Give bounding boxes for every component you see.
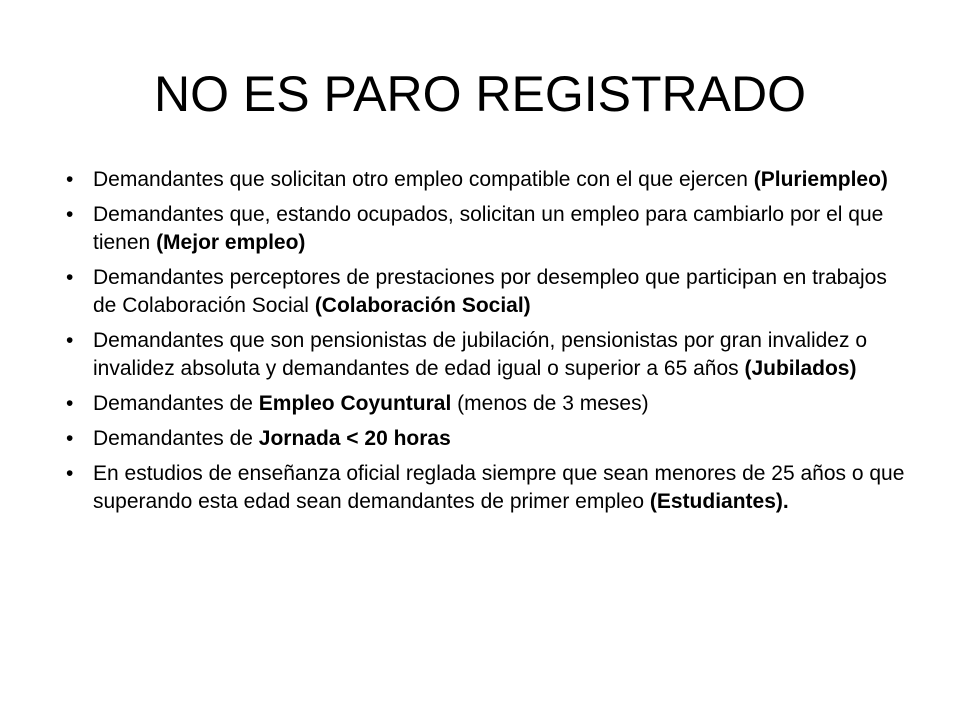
bullet-dot-icon: • [66, 462, 74, 485]
bullet-dot-icon: • [66, 168, 74, 191]
bullet-text-part-bold: (Estudiantes). [649, 490, 789, 513]
bullet-text [93, 264, 916, 320]
bullet-text-part-bold: (Jubilados) [744, 357, 857, 380]
bullet-dot-icon: • [66, 392, 74, 415]
bullet-text [93, 327, 916, 383]
bullet-text-part-bold: Empleo Coyuntural [258, 392, 452, 415]
bullet-text [93, 201, 916, 257]
bullet-text-part-bold: (Mejor empleo) [156, 231, 306, 254]
bullet-text [93, 390, 916, 418]
bullet-item [66, 425, 916, 453]
bullet-text-part: Demandantes de [93, 392, 259, 415]
bullet-text-part: Demandantes de [93, 427, 259, 450]
bullet-dot-icon: • [66, 329, 74, 352]
bullet-text-part-bold: (Pluriempleo) [753, 168, 888, 191]
bullet-text-part: Demandantes perceptores de prestaciones por desempleo que participan en trabajos de Colaboración Social [93, 266, 887, 317]
bullet-item [66, 166, 916, 194]
bullet-text-part: (menos de 3 meses) [451, 392, 649, 415]
bullet-item [66, 460, 916, 516]
bullet-item [66, 327, 916, 383]
bullet-list [66, 166, 916, 523]
bullet-item [66, 264, 916, 320]
bullet-text-part: Demandantes que, estando ocupados, solicitan un empleo para cambiarlo por el que tienen [93, 203, 884, 254]
bullet-item [66, 201, 916, 257]
bullet-text-part-bold: Jornada < 20 horas [258, 427, 451, 450]
bullet-text [93, 460, 916, 516]
slide-title: NO ES PARO REGISTRADO [154, 66, 806, 122]
bullet-dot-icon: • [66, 427, 74, 450]
bullet-text-part: Demandantes que son pensionistas de jubilación, pensionistas por gran invalidez o invalidez absoluta y demandantes de edad igual o superior a 65 años [93, 329, 867, 380]
bullet-dot-icon: • [66, 266, 74, 289]
bullet-text-part-bold: (Colaboración Social) [314, 294, 531, 317]
bullet-dot-icon: • [66, 203, 74, 226]
bullet-text-part: Demandantes que solicitan otro empleo compatible con el que ejercen [93, 168, 754, 191]
bullet-text [93, 166, 916, 194]
bullet-item [66, 390, 916, 418]
bullet-text [93, 425, 916, 453]
bullet-text-part: En estudios de enseñanza oficial reglada siempre que sean menores de 25 años o que superando esta edad sean demandantes de primer empleo [93, 462, 905, 513]
